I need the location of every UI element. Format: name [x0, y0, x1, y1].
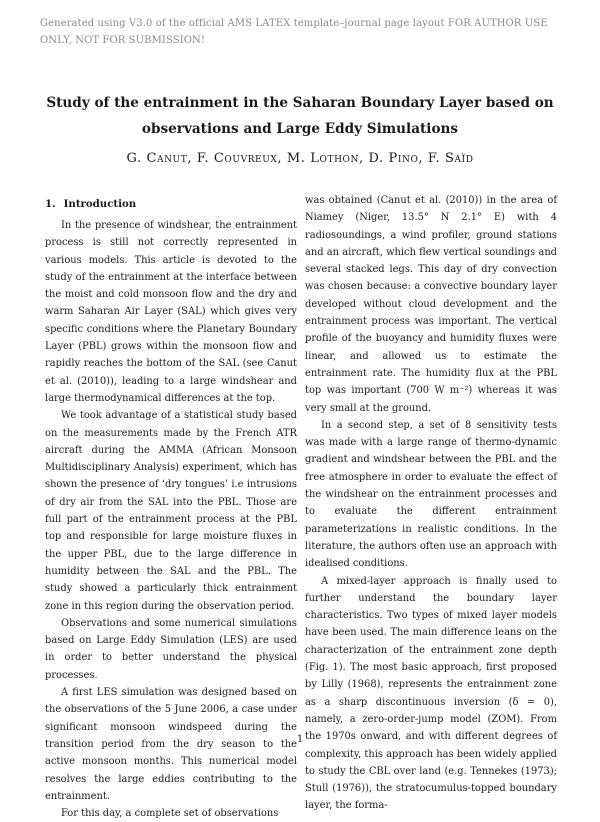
paragraph: A first LES simulation was designed based on the observations of the 5 June 2006, a case under significant monsoon windspeed during the transition period from the dry season to the active monsoon months. This numerical model resolves the large eddies contributing to the entrainment. — [45, 687, 297, 802]
section-number: 1. — [45, 198, 56, 210]
section-title: Introduction — [63, 198, 137, 210]
right-column — [305, 192, 557, 815]
paragraph: In the presence of windshear, the entrainment process is still not correctly represented in various models. This article is devoted to the study of the entrainment at the interface between the moist and cold monsoon flow and the dry and warm Saharan Air Layer (SAL) which gives very specific conditions where the Planetary Boundary Layer (PBL) grows within the monsoon flow and rapidly reaches the bottom of the SAL (see Canut et al. (2010)), leading to a large windshear and large thermodynamical differences at the top. — [45, 220, 297, 404]
paper-title: Study of the entrainment in the Saharan Boundary Layer based on observations and Large Eddy Simulations — [46, 95, 554, 137]
paragraph: In a second step, a set of 8 sensitivity tests was made with a large range of thermo-dynamic gradient and windshear between the PBL and the free atmosphere in order to evaluate the effect of the windshear on the entrainment processes and to evaluate the different entrainment parameterizations in realistic conditions. In the literature, the authors often use an approach with idealised conditions. — [305, 419, 557, 570]
template-header-note: Generated using V3.0 of the official AMS LATEX template–journal page layout FOR AUTHOR USE ONLY, NOT FOR SUBMISSION! — [40, 18, 548, 46]
section-heading — [45, 196, 297, 213]
left-column — [45, 196, 297, 822]
paragraph: was obtained (Canut et al. (2010)) in the area of Niamey (Niger, 13.5° N 2.1° E) with 4 radiosoundings, a wind profiler, ground stations and an aircraft, which flew vertical soundings and several stacked legs. This day of dry convection was chosen because: a convective boundary layer developed without cloud development and the entrainment process was important. The vertical profile of the buoyancy and humidity fluxes were linear, and allowed us to estimate the entrainment rate. The humidity flux at the PBL top was important (700 W m⁻²) whereas it was very small at the ground. — [305, 195, 557, 414]
paragraph: For this day, a complete set of observations — [61, 808, 279, 820]
paragraph: We took advantage of a statistical study based on the measurements made by the French ATR aircraft during the AMMA (African Monsoon Multidisciplinary Analysis) experiment, which has shown the presence of ‘dry tongues’ i.e intrusions of dry air from the SAL into the PBL. Those are full part of the entrainment process at the PBL top and responsible for large moisture fluxes in the upper PBL, due to the large difference in humidity between the SAL and the PBL. The study showed a particularly thick entrainment zone in this region during the observation period. — [45, 410, 297, 612]
author-list: G. Canut, F. Couvreux, M. Lothon, D. Pino, F. Saïd — [126, 151, 474, 166]
page-number: 1 — [296, 734, 304, 745]
paragraph: Observations and some numerical simulations based on Large Eddy Simulation (LES) are used in order to better understand the physical processes. — [45, 617, 297, 681]
paragraph: A mixed-layer approach is finally used to further understand the boundary layer characteristics. Two types of mixed layer models have been used. The main difference leans on the characterization of the entrainment zone depth (Fig. 1). The most basic approach, first proposed by Lilly (1968), represents the entrainment zone as a sharp discontinuous inversion (δ = 0), namely, a zero-order-jump model (ZOM). From the 1970s onward, and with different degrees of complexity, this approach has been widely applied to study the CBL over land (e.g. Tennekes (1973); Stull (1976)), the stratocumulus-topped boundary layer, the forma- — [305, 575, 557, 812]
